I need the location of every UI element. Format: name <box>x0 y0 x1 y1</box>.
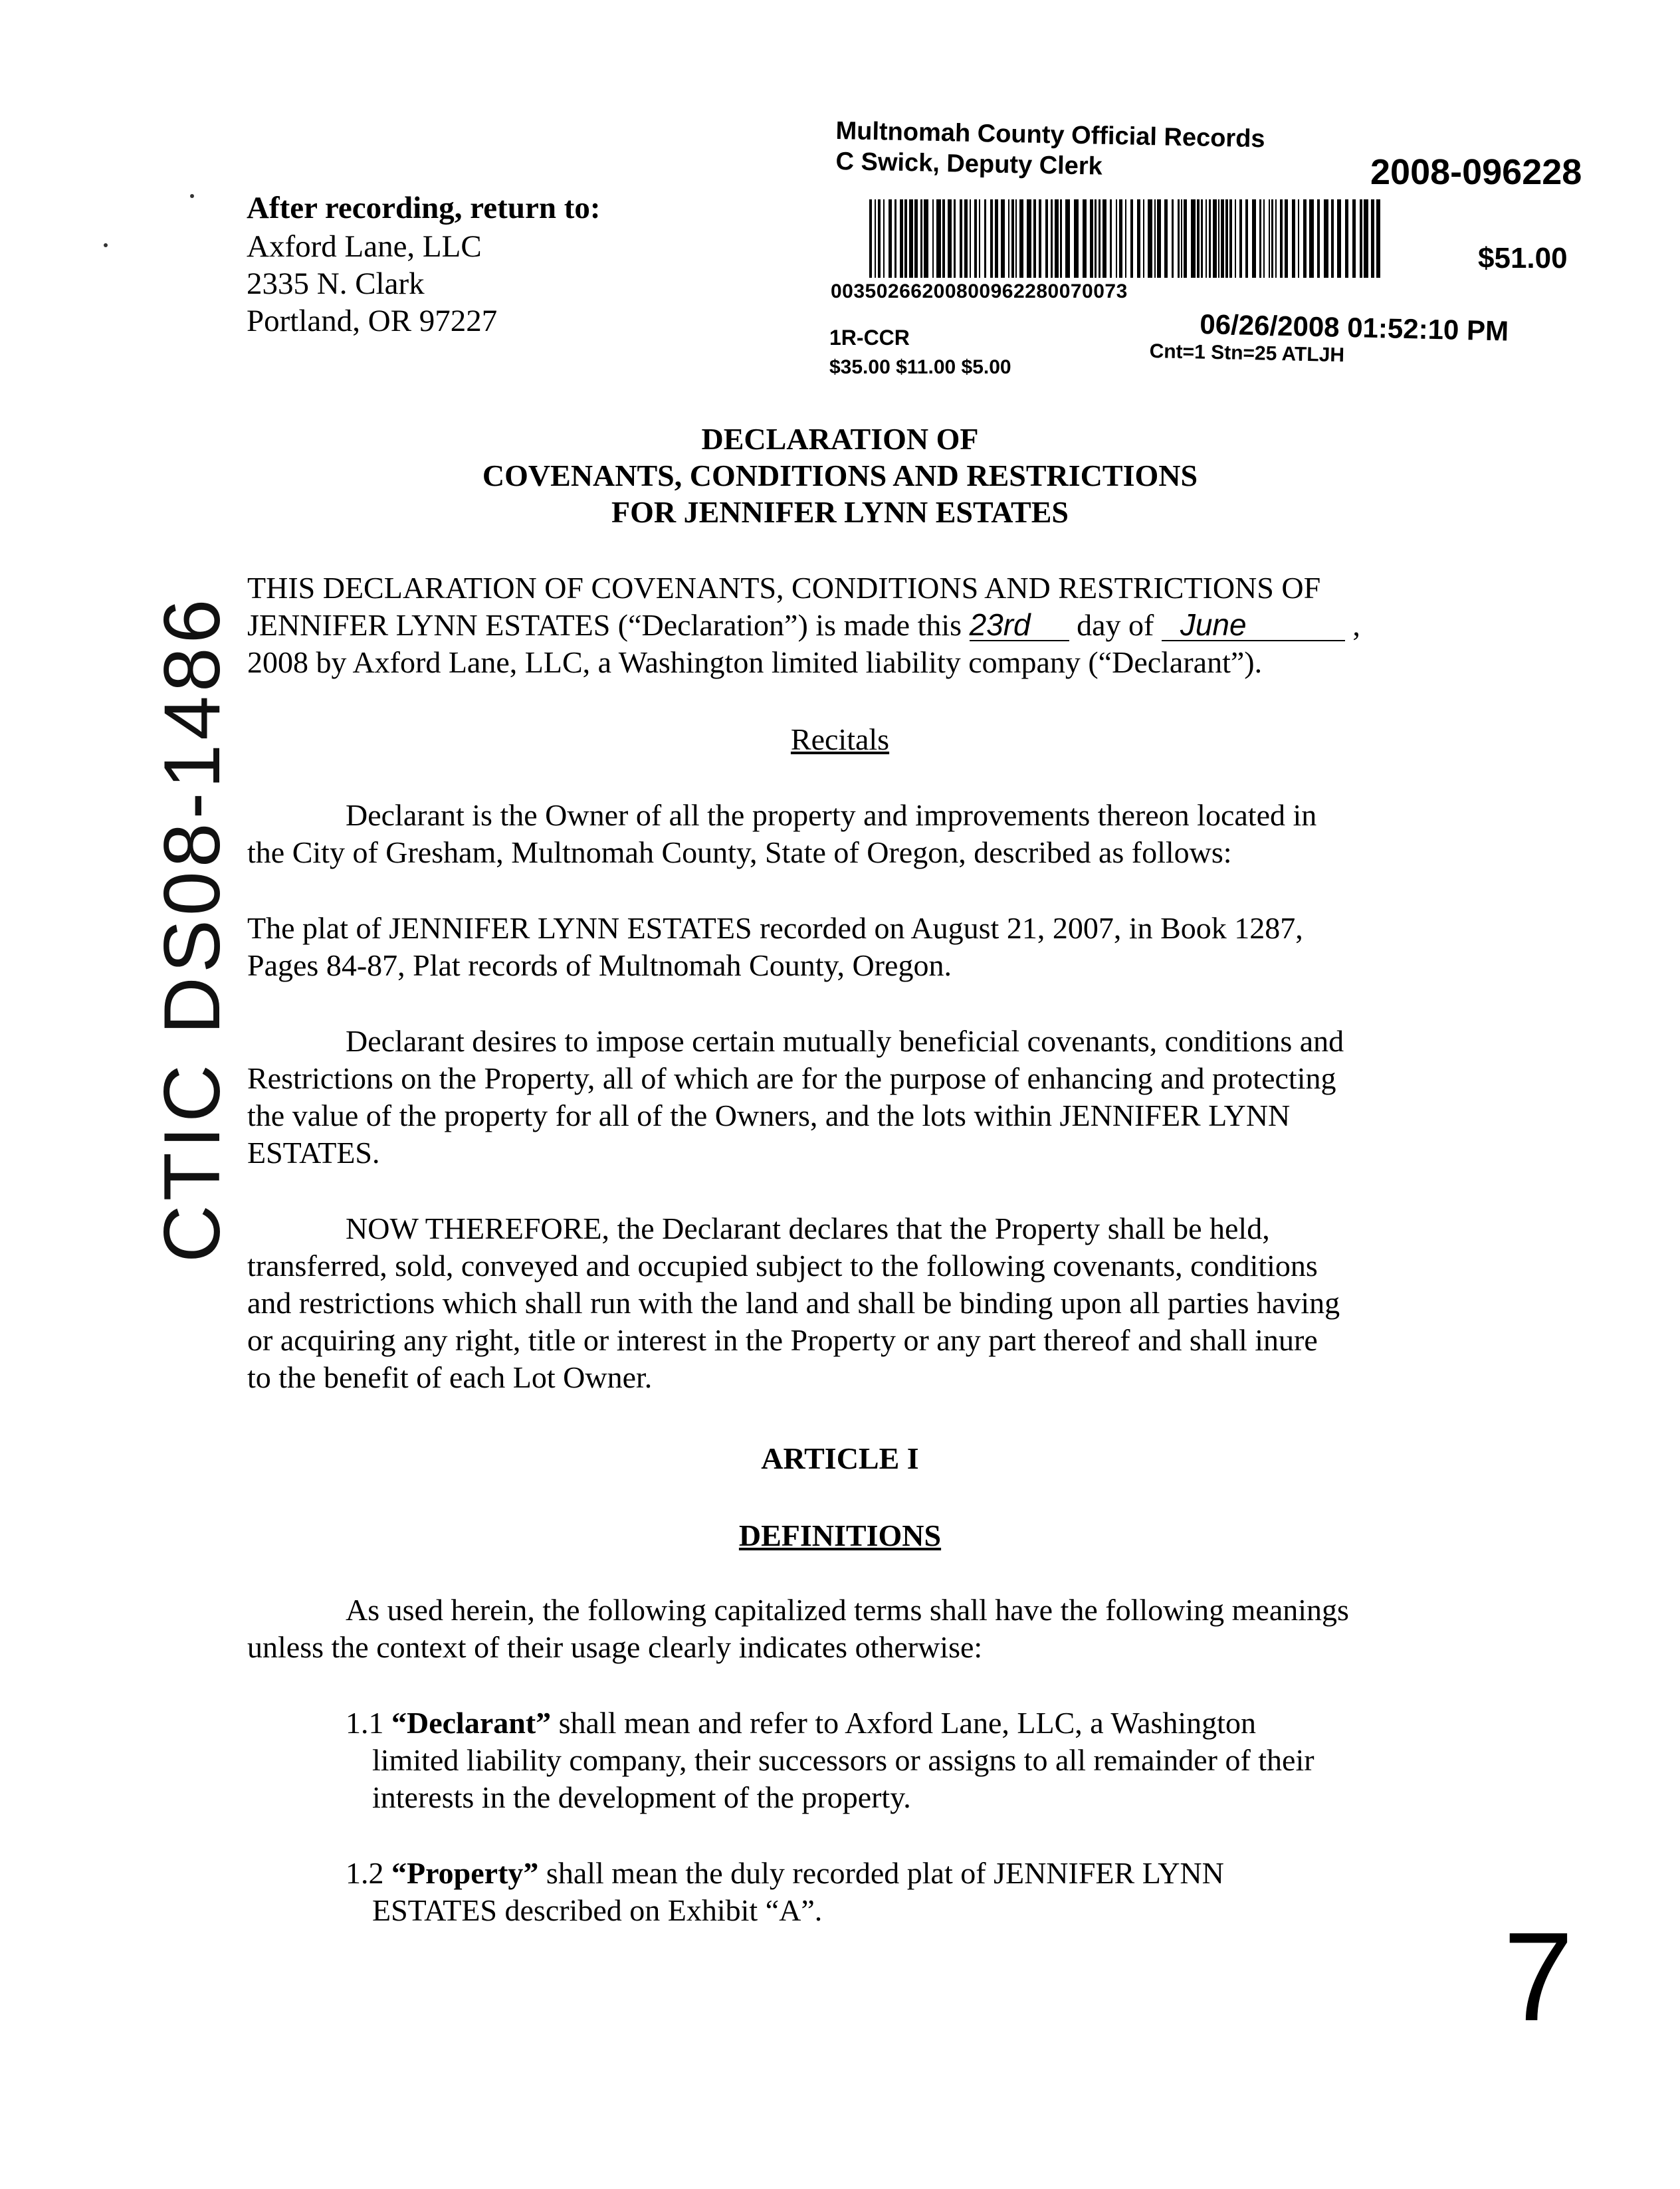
scan-speck <box>104 243 108 247</box>
barcode-bar <box>1102 199 1106 278</box>
barcode-bar <box>1148 199 1152 278</box>
barcode-bar <box>1209 199 1211 278</box>
recording-counts: Cnt=1 Stn=25 ATLJH <box>1149 340 1345 367</box>
barcode-bar <box>1172 199 1174 278</box>
barcode-bar <box>900 199 903 278</box>
barcode-bar <box>1298 199 1299 278</box>
return-address-line: Axford Lane, LLC <box>247 229 482 264</box>
definition-number: 1.1 <box>346 1706 391 1740</box>
barcode-bar <box>948 199 952 278</box>
barcode-bar <box>878 199 881 278</box>
barcode-bar <box>1110 199 1112 278</box>
barcode-bar <box>909 199 913 278</box>
intro-line <box>247 607 1360 643</box>
return-address-line: 2335 N. Clark <box>247 266 425 301</box>
barcode-bar <box>1019 199 1023 278</box>
barcode-bar <box>1130 199 1133 278</box>
recitals-heading: Recitals <box>790 722 890 756</box>
handwritten-day: 23rd <box>970 609 1069 641</box>
paragraph-line: Pages 84-87, Plat records of Multnomah County, Oregon. <box>247 948 952 982</box>
barcode-bar <box>1364 199 1368 278</box>
barcode-bar <box>995 199 998 278</box>
paragraph-line: to the benefit of each Lot Owner. <box>247 1360 653 1394</box>
definition-line: interests in the development of the property. <box>372 1780 911 1814</box>
barcode-bar <box>1206 199 1207 278</box>
barcode-bar <box>960 199 962 278</box>
barcode-image <box>869 199 1382 278</box>
paragraph-line: or acquiring any right, title or interest in the Property or any part thereof and shall inure <box>247 1323 1318 1357</box>
intro-text: day of <box>1069 608 1162 642</box>
recording-code: 1R-CCR <box>829 326 910 350</box>
barcode-bar <box>1225 199 1228 278</box>
intro-text: JENNIFER LYNN ESTATES (“Declaration”) is made this <box>247 608 970 642</box>
barcode-bar <box>942 199 945 278</box>
barcode-bar <box>974 199 977 278</box>
barcode-bar <box>1239 199 1242 278</box>
definitions-heading: DEFINITIONS <box>738 1518 942 1552</box>
barcode-bar <box>1001 199 1005 278</box>
scan-speck <box>190 194 194 198</box>
definition-item <box>346 1855 1224 1891</box>
barcode-bar <box>979 199 980 278</box>
barcode-bar <box>889 199 892 278</box>
barcode-bar <box>1011 199 1014 278</box>
barcode-bar <box>1376 199 1380 278</box>
barcode-bar <box>954 199 956 278</box>
barcode-bar <box>1055 199 1059 278</box>
barcode-bar <box>1345 199 1348 278</box>
paragraph-line: ESTATES. <box>247 1136 380 1170</box>
paragraph-line: The plat of JENNIFER LYNN ESTATES recorded on August 21, 2007, in Book 1287, <box>247 911 1303 945</box>
barcode-bar <box>1331 199 1334 278</box>
barcode-bar <box>1280 199 1283 278</box>
barcode-bar <box>990 199 993 278</box>
paragraph-line: NOW THEREFORE, the Declarant declares that the Property shall be held, <box>346 1211 1270 1245</box>
barcode-bar <box>920 199 922 278</box>
barcode-bar <box>924 199 928 278</box>
barcode-bar <box>936 199 941 278</box>
barcode-bar <box>1191 199 1196 278</box>
barcode-bar <box>1263 199 1265 278</box>
definition-line: limited liability company, their successors or assigns to all remainder of their <box>372 1743 1314 1777</box>
barcode-bar <box>1045 199 1048 278</box>
page-mark-handwritten: 7 <box>1503 1907 1574 2047</box>
barcode-bar <box>1181 199 1182 278</box>
total-fee: $51.00 <box>1478 242 1568 274</box>
paragraph-line: Restrictions on the Property, all of which are for the purpose of enhancing and protecting <box>247 1061 1336 1095</box>
barcode-bar <box>1352 199 1356 278</box>
barcode-bar <box>984 199 986 278</box>
definition-item <box>346 1705 1256 1740</box>
barcode-bar <box>932 199 934 278</box>
barcode-bar <box>914 199 918 278</box>
paragraph-line: and restrictions which shall run with the land and shall be binding upon all parties having <box>247 1286 1340 1320</box>
intro-line: 2008 by Axford Lane, LLC, a Washington limited liability company (“Declarant”). <box>247 645 1263 679</box>
definition-term: “Declarant” <box>391 1706 552 1740</box>
barcode-bar <box>1252 199 1256 278</box>
barcode-bar <box>1095 199 1097 278</box>
barcode-bar <box>1119 199 1122 278</box>
barcode-bar <box>875 199 876 278</box>
barcode-bar <box>1051 199 1053 278</box>
barcode-bar <box>1269 199 1270 278</box>
document-number: 2008-096228 <box>1370 152 1582 192</box>
barcode-bar <box>1337 199 1341 278</box>
barcode-bar <box>1371 199 1374 278</box>
barcode-digits: 00350266200800962280070073 <box>831 280 1128 302</box>
barcode-bar <box>1184 199 1187 278</box>
recording-clerk: C Swick, Deputy Clerk <box>835 148 1103 181</box>
paragraph-line: the value of the property for all of the Owners, and the lots within JENNIFER LYNN <box>247 1098 1291 1132</box>
paragraph-line: transferred, sold, conveyed and occupied subject to the following covenants, conditions <box>247 1249 1318 1283</box>
definition-number: 1.2 <box>346 1856 391 1890</box>
definition-term: “Property” <box>391 1856 539 1890</box>
barcode-bar <box>1074 199 1079 278</box>
paragraph-line: Declarant desires to impose certain mutually beneficial covenants, conditions and <box>346 1024 1344 1058</box>
definition-text: shall mean and refer to Axford Lane, LLC, a Washington <box>551 1706 1256 1740</box>
document-title-line: DECLARATION OF <box>701 422 979 456</box>
barcode-bar <box>1033 199 1036 278</box>
paragraph-line: unless the context of their usage clearly indicates otherwise: <box>247 1630 983 1664</box>
barcode-bar <box>1235 199 1236 278</box>
document-title-line: COVENANTS, CONDITIONS AND RESTRICTIONS <box>482 459 1198 492</box>
barcode-bar <box>1271 199 1273 278</box>
barcode-bar <box>904 199 907 278</box>
barcode-bar <box>1221 199 1224 278</box>
definition-line: ESTATES described on Exhibit “A”. <box>372 1893 823 1927</box>
barcode-bar <box>1164 199 1168 278</box>
barcode-bar <box>1039 199 1041 278</box>
article-heading: ARTICLE I <box>761 1441 919 1475</box>
recording-datetime: 06/26/2008 01:52:10 PM <box>1199 308 1509 347</box>
barcode-bar <box>1178 199 1180 278</box>
barcode-bar <box>1027 199 1031 278</box>
barcode-bar <box>869 199 872 278</box>
barcode-bar <box>1229 199 1232 278</box>
paragraph-line: the City of Gresham, Multnomah County, State of Oregon, described as follows: <box>247 835 1232 869</box>
paragraph-line: Declarant is the Owner of all the property and improvements thereon located in <box>346 798 1317 832</box>
recording-office: Multnomah County Official Records <box>835 117 1265 154</box>
barcode-bar <box>1245 199 1248 278</box>
barcode-bar <box>1303 199 1307 278</box>
return-address-heading: After recording, return to: <box>247 191 601 225</box>
barcode-bar <box>970 199 971 278</box>
barcode-bar <box>1324 199 1328 278</box>
margin-handwritten-note: CTIC DS08-1486 <box>148 595 237 1263</box>
barcode-bar <box>1275 199 1277 278</box>
barcode-bar <box>1116 199 1117 278</box>
barcode-bar <box>1201 199 1203 278</box>
barcode-bar <box>1309 199 1314 278</box>
barcode-bar <box>1060 199 1062 278</box>
barcode-bar <box>1099 199 1101 278</box>
barcode-bar <box>1317 199 1320 278</box>
return-address-line: Portland, OR 97227 <box>247 304 498 338</box>
barcode-bar <box>1157 199 1161 278</box>
barcode-bar <box>1065 199 1070 278</box>
barcode-bar <box>1083 199 1087 278</box>
intro-text: , <box>1344 608 1360 642</box>
paragraph-line: As used herein, the following capitalized terms shall have the following meanings <box>346 1593 1349 1627</box>
recording-fees: $35.00 $11.00 $5.00 <box>829 356 1011 378</box>
barcode-bar <box>1360 199 1362 278</box>
barcode-bar <box>1015 199 1017 278</box>
handwritten-month: June <box>1162 609 1345 641</box>
barcode-bar <box>1259 199 1261 278</box>
barcode-bar <box>1154 199 1156 278</box>
intro-line: THIS DECLARATION OF COVENANTS, CONDITIONS AND RESTRICTIONS OF <box>247 571 1321 605</box>
barcode-bar <box>1292 199 1295 278</box>
barcode-bar <box>894 199 896 278</box>
barcode-bar <box>1008 199 1009 278</box>
barcode-bar <box>1285 199 1288 278</box>
barcode-bar <box>1197 199 1200 278</box>
barcode-bar <box>1213 199 1217 278</box>
barcode-bar <box>1137 199 1140 278</box>
barcode-bar <box>1143 199 1144 278</box>
barcode-bar <box>1125 199 1126 278</box>
barcode-bar <box>883 199 885 278</box>
barcode-bar <box>1218 199 1219 278</box>
document-title-line: FOR JENNIFER LYNN ESTATES <box>611 495 1069 529</box>
barcode-bar <box>964 199 968 278</box>
definition-text: shall mean the duly recorded plat of JENNIFER LYNN <box>538 1856 1224 1890</box>
barcode-bar <box>1090 199 1093 278</box>
